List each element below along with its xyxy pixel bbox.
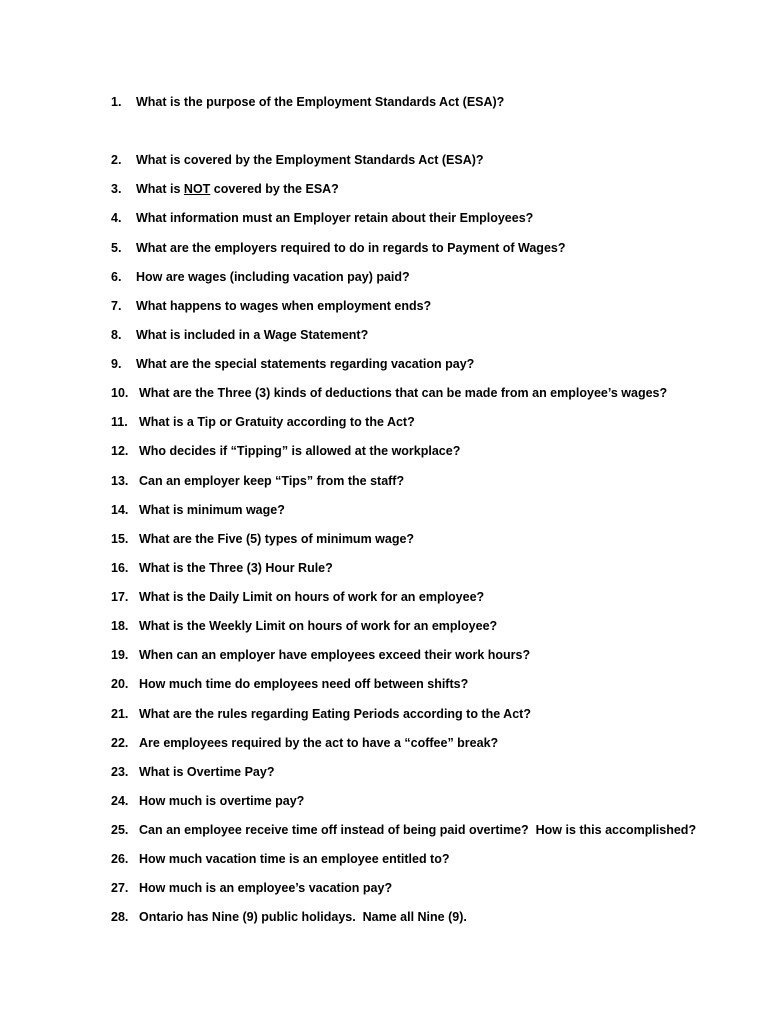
question-text-end: covered by the ESA? [210,182,339,196]
question-number: 14. [111,503,129,517]
question-6 [111,269,410,285]
question-number: 6. [111,270,122,284]
question-7 [111,298,431,314]
question-text: How much is overtime pay? [139,794,305,808]
question-number: 10. [111,386,129,400]
question-number: 17. [111,590,129,604]
underlined-not: NOT [183,182,211,196]
question-2 [111,152,484,168]
question-19 [111,647,530,663]
question-number: 5. [111,241,122,255]
question-number: 21. [111,707,129,721]
question-text: What are the rules regarding Eating Periods according to the Act? [139,707,531,721]
question-text: Can an employee receive time off instead of being paid overtime? How is this accomplished? [139,823,697,837]
question-text: What is minimum wage? [139,503,285,517]
question-text: How much time do employees need off between shifts? [139,677,469,691]
question-text: What is the Daily Limit on hours of work for an employee? [139,590,485,604]
question-text: How much is an employee’s vacation pay? [139,881,393,895]
question-18 [111,618,497,634]
question-number: 2. [111,153,122,167]
question-number: 11. [111,415,128,429]
question-number: 15. [111,532,129,546]
question-text: Who decides if “Tipping” is allowed at the workplace? [139,444,461,458]
question-text: What are the special statements regarding vacation pay? [136,357,475,371]
question-24 [111,793,304,809]
question-text: What is the Weekly Limit on hours of work for an employee? [139,619,498,633]
question-text-start: What is [136,182,184,196]
question-text: What are the Five (5) types of minimum wage? [139,532,415,546]
question-text: What is Overtime Pay? [139,765,275,779]
question-number: 7. [111,299,122,313]
question-21 [111,706,531,722]
question-10 [111,385,667,401]
question-number: 9. [111,357,122,371]
question-20 [111,676,468,692]
question-text: What information must an Employer retain about their Employees? [136,211,534,225]
question-number: 24. [111,794,129,808]
question-9 [111,356,474,372]
question-number: 1. [111,95,122,109]
question-number: 13. [111,474,129,488]
question-5 [111,240,565,256]
question-12 [111,443,460,459]
question-number: 4. [111,211,122,225]
question-number: 12. [111,444,129,458]
question-text: How are wages (including vacation pay) paid? [136,270,410,284]
question-27 [111,880,392,896]
question-text: Can an employer keep “Tips” from the staff? [139,474,405,488]
question-text: What is the purpose of the Employment Standards Act (ESA)? [136,95,505,109]
question-17 [111,589,484,605]
question-4 [111,210,533,226]
question-text: What is a Tip or Gratuity according to the Act? [139,415,415,429]
question-text: Are employees required by the act to have a “coffee” break? [139,736,499,750]
question-8 [111,327,368,343]
question-23 [111,764,274,780]
question-text: What happens to wages when employment ends? [136,299,432,313]
question-number: 25. [111,823,129,837]
question-text: What is covered by the Employment Standards Act (ESA)? [136,153,484,167]
question-number: 27. [111,881,129,895]
question-text: How much vacation time is an employee entitled to? [139,852,450,866]
question-number: 19. [111,648,129,662]
question-number: 18. [111,619,129,633]
question-text: What are the Three (3) kinds of deductions that can be made from an employee’s wages? [139,386,668,400]
question-26 [111,851,449,867]
question-number: 23. [111,765,129,779]
question-13 [111,473,404,489]
question-text: What is the Three (3) Hour Rule? [139,561,333,575]
question-number: 22. [111,736,129,750]
question-11 [111,414,415,430]
question-number: 3. [111,182,122,196]
question-text: Ontario has Nine (9) public holidays. Name all Nine (9). [139,910,467,924]
question-text: When can an employer have employees exceed their work hours? [139,648,531,662]
question-3 [111,181,339,197]
question-text: What are the employers required to do in regards to Payment of Wages? [136,241,566,255]
question-number: 26. [111,852,129,866]
question-number: 28. [111,910,129,924]
question-1 [111,94,504,110]
question-22 [111,735,498,751]
question-15 [111,531,414,547]
question-number: 16. [111,561,129,575]
question-number: 8. [111,328,122,342]
question-number: 20. [111,677,129,691]
question-text: What is included in a Wage Statement? [136,328,369,342]
question-16 [111,560,333,576]
question-14 [111,502,285,518]
question-28 [111,909,467,925]
question-25 [111,822,696,838]
